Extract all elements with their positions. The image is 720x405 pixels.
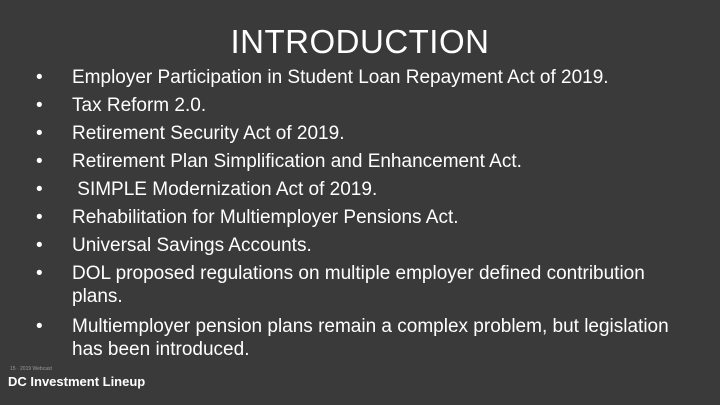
bullet-text: Retirement Plan Simplification and Enhancement Act. — [72, 151, 522, 172]
bullet-item — [36, 150, 686, 173]
bullet-item — [36, 94, 686, 117]
footer-small-text: 15 · 2019 Webcast — [10, 366, 52, 372]
bullet-dot-icon: • — [36, 123, 43, 144]
bullet-dot-icon: • — [36, 316, 43, 337]
bullet-list — [36, 66, 686, 366]
bullet-dot-icon: • — [36, 179, 43, 200]
bullet-dot-icon: • — [36, 95, 43, 116]
bullet-item — [36, 234, 686, 257]
footer — [8, 366, 145, 390]
bullet-item — [36, 315, 686, 361]
bullet-item — [36, 262, 686, 308]
slide-title: INTRODUCTION — [230, 23, 490, 60]
bullet-text: Multiemployer pension plans remain a complex problem, but legislation has been introduced. — [72, 316, 669, 360]
bullet-dot-icon: • — [36, 67, 43, 88]
bullet-text: Tax Reform 2.0. — [72, 95, 207, 116]
bullet-text: Universal Savings Accounts. — [72, 235, 312, 256]
bullet-item — [36, 66, 686, 89]
bullet-item — [36, 178, 686, 201]
bullet-dot-icon: • — [36, 263, 43, 284]
bullet-text: Employer Participation in Student Loan Repayment Act of 2019. — [72, 67, 609, 88]
bullet-dot-icon: • — [36, 151, 43, 172]
bullet-dot-icon: • — [36, 235, 43, 256]
bullet-item — [36, 122, 686, 145]
bullet-text: Rehabilitation for Multiemployer Pensions Act. — [72, 207, 459, 228]
bullet-text: DOL proposed regulations on multiple employer defined contribution plans. — [72, 263, 645, 307]
bullet-text: SIMPLE Modernization Act of 2019. — [72, 179, 378, 200]
bullet-dot-icon: • — [36, 207, 43, 228]
bullet-text: Retirement Security Act of 2019. — [72, 123, 345, 144]
bullet-item — [36, 206, 686, 229]
footer-logo: DC Investment Lineup — [8, 374, 146, 389]
